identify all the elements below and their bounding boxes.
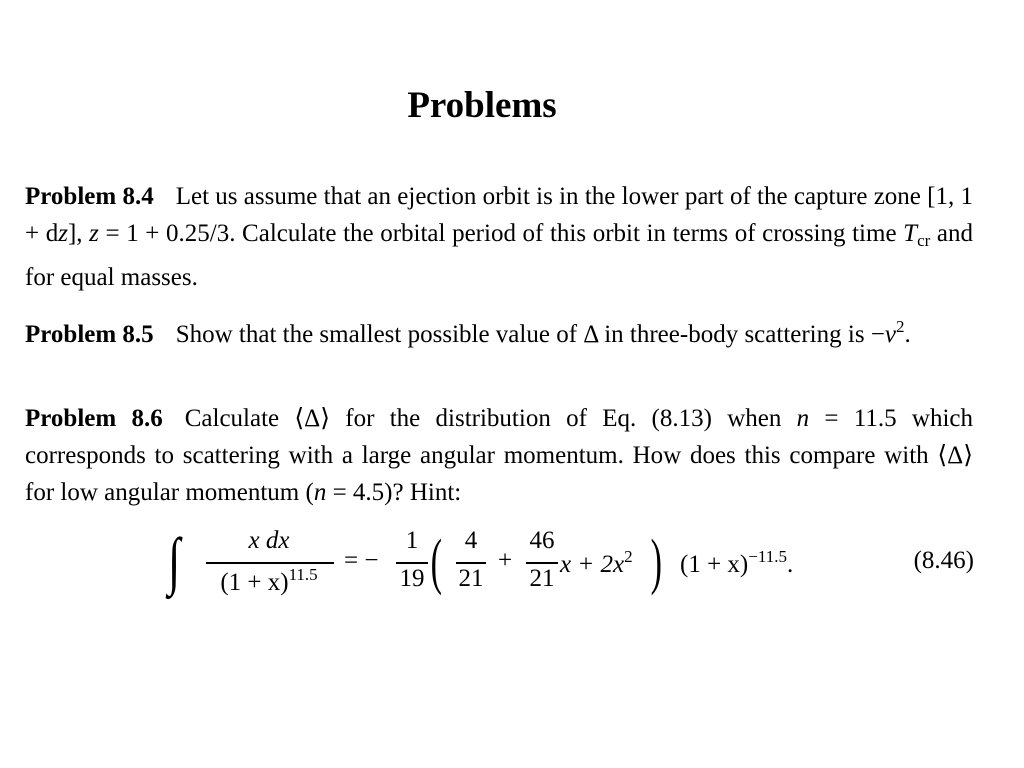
fraction-line bbox=[526, 562, 558, 564]
math-var: v bbox=[884, 321, 897, 348]
rhs-end: . bbox=[786, 551, 794, 578]
term1-denominator: 21 bbox=[458, 565, 484, 592]
term2-tail-exponent: 2 bbox=[624, 547, 633, 566]
lhs-numerator: x dx bbox=[248, 527, 290, 554]
rhs-exponent: −11.5 bbox=[748, 547, 787, 566]
problem-label: Problem 8.4 bbox=[25, 183, 154, 210]
coef-numerator: 1 bbox=[405, 527, 419, 554]
term2-numerator: 46 bbox=[529, 527, 555, 554]
math-var: T bbox=[903, 220, 918, 247]
problem-text: and for equal masses. bbox=[25, 220, 973, 291]
fraction-line bbox=[456, 562, 486, 564]
rhs-base: (1 + x) bbox=[680, 551, 749, 578]
math-var: z bbox=[58, 220, 68, 247]
math-var: n bbox=[796, 405, 810, 432]
problem-text: Let us assume that an ejection orbit is in the lower part of the capture zone [1, 1 + d bbox=[25, 183, 974, 247]
page-title: Problems bbox=[407, 85, 557, 126]
math-var: n bbox=[313, 479, 327, 506]
term2-tail bbox=[560, 547, 633, 579]
paren-close: ) bbox=[650, 528, 663, 596]
problem-text: = 11.5 which corresponds to scattering with a large angular momentum. How does this compare with ⟨Δ⟩ for low angular momentum ( bbox=[25, 405, 974, 506]
problem-text: = 4.5)? Hint: bbox=[326, 479, 462, 506]
equation-number: (8.46) bbox=[913, 547, 974, 574]
math-var: z bbox=[89, 220, 99, 247]
lhs-denominator bbox=[204, 565, 334, 597]
equation-8-46 bbox=[168, 527, 974, 607]
fraction-line bbox=[396, 562, 428, 564]
math-subscript: cr bbox=[917, 231, 931, 250]
math-superscript: 2 bbox=[896, 317, 905, 336]
coef-denominator: 19 bbox=[399, 565, 425, 592]
integral-sign: ∫ bbox=[168, 525, 181, 596]
equals-minus: = − bbox=[344, 547, 379, 574]
problem-text: = 1 + 0.25/3. Calculate the orbital period of this orbit in terms of crossing time bbox=[98, 220, 904, 247]
paren-open: ( bbox=[430, 528, 443, 596]
term2-tail-text: x + 2x bbox=[560, 551, 625, 578]
problem-label: Problem 8.6 bbox=[25, 405, 163, 432]
problem-text: Calculate ⟨Δ⟩ for the distribution of Eq. (8.13) when bbox=[184, 405, 797, 432]
lhs-den-exponent: 11.5 bbox=[288, 565, 318, 584]
term1-numerator: 4 bbox=[464, 527, 478, 554]
problem-8-5 bbox=[25, 308, 973, 353]
problem-text: Show that the smallest possible value of Δ in three-body scattering is − bbox=[175, 321, 885, 348]
problem-8-6 bbox=[25, 400, 973, 511]
lhs-den-base: (1 + x) bbox=[220, 569, 289, 596]
problem-8-4 bbox=[25, 178, 973, 296]
fraction-line bbox=[206, 562, 334, 564]
plus-sign: + bbox=[498, 547, 513, 574]
problem-text: ], bbox=[67, 220, 90, 247]
problem-text: . bbox=[904, 321, 911, 348]
term2-denominator: 21 bbox=[529, 565, 555, 592]
rhs-factor bbox=[680, 547, 793, 579]
problem-label: Problem 8.5 bbox=[25, 321, 154, 348]
